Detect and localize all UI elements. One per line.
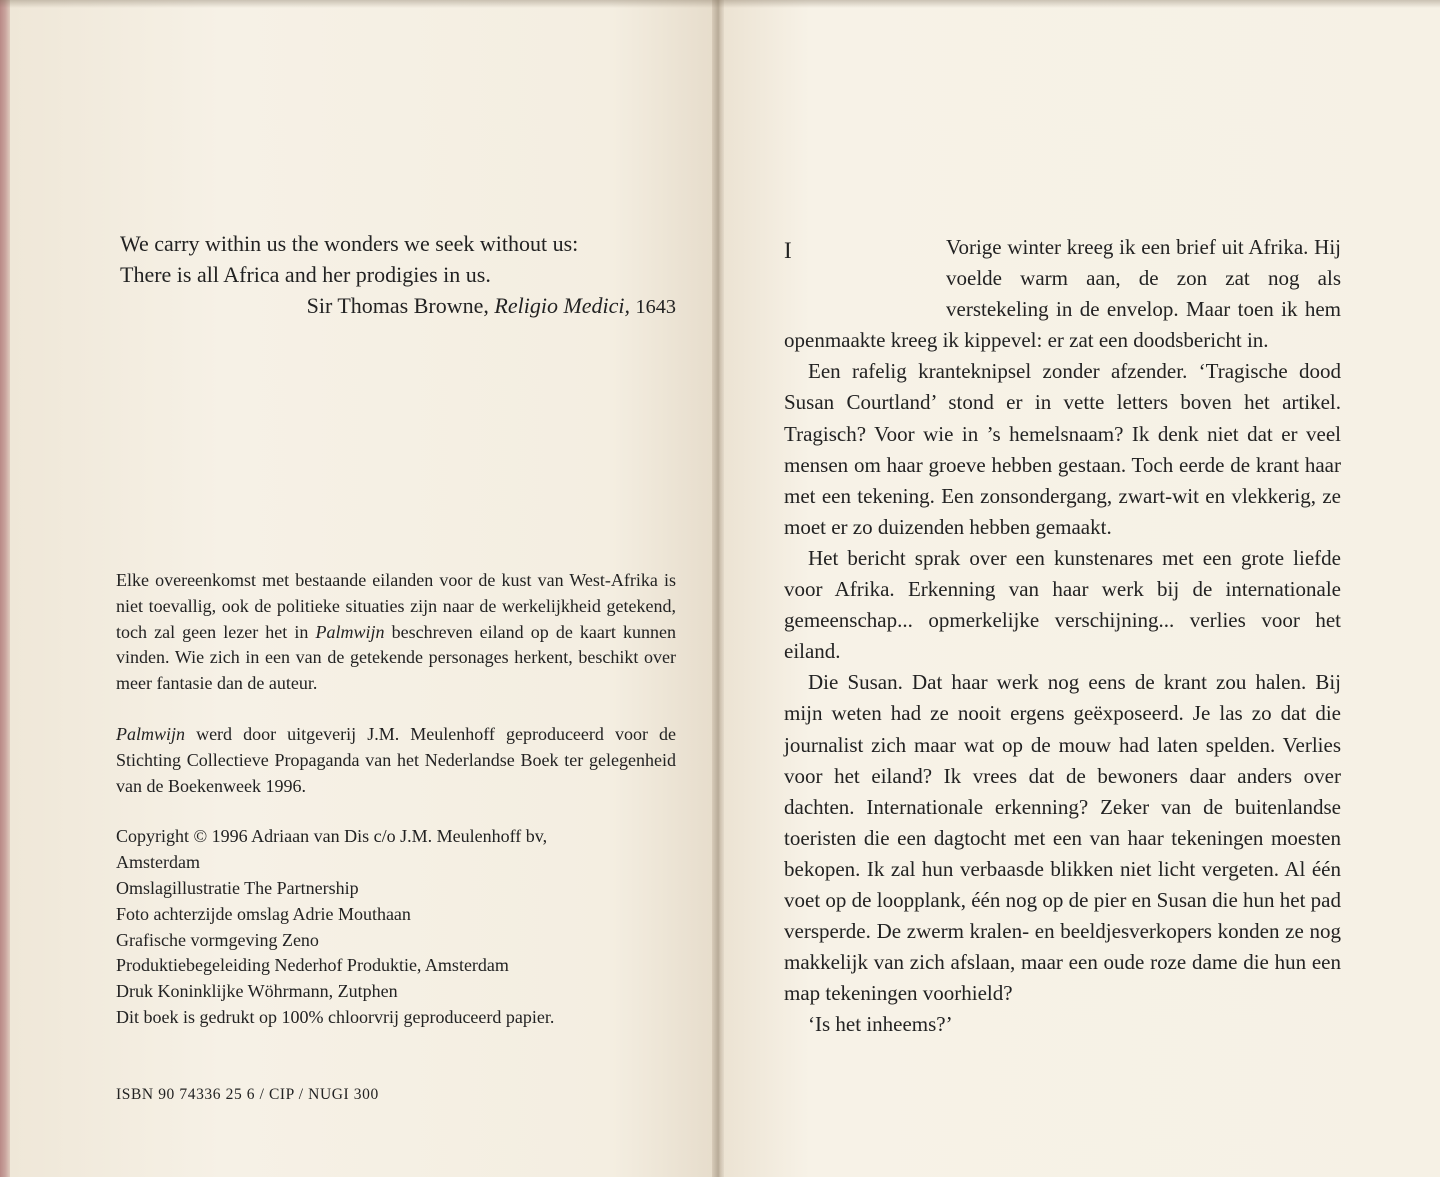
epigraph-line-1: We carry within us the wonders we seek without us: xyxy=(120,231,579,256)
credit-line: Grafische vormgeving Zeno xyxy=(116,929,319,950)
epigraph-work: Religio Medici, xyxy=(494,293,631,318)
credit-line: Amsterdam xyxy=(116,852,200,873)
isbn-line: ISBN 90 74336 25 6 / CIP / NUGI 300 xyxy=(116,1086,379,1103)
paragraph: Die Susan. Dat haar werk nog eens de krant zou halen. Bij mijn weten had ze nooit ergens geëxposeerd. Je las zo dat die journalist zich maar wat op de mouw had laten spelden. Verlies voor het eiland? Ik vrees dat de bewoners daar anders over dachten. Internationale erkenning? Zeker van de buitenlandse toeristen die een dagtocht met een van haar tekeningen moesten bekopen. Ik zal hun verbaasde blikken niet licht vergeten. Al één voet op de loopplank, één nog op de pier en Susan die hun het pad versperde. De zwerm kralen- en beeldjesverkopers konden ze nog makkelijk van zich afslaan, maar een oude roze dame die hun een map tekeningen voorhield? xyxy=(784,670,1341,1006)
disclaimer-text-2: beschreven eiland op de kaart kunnen vinden. Wie zich in een van de getekende personages herkent, beschikt over meer fantasie dan de auteur. xyxy=(116,621,676,694)
colophon xyxy=(116,568,676,1031)
credit-line: Dit boek is gedrukt op 100% chloorvrij geproduceerd papier. xyxy=(116,1006,555,1027)
paragraph: Vorige winter kreeg ik een brief uit Afrika. Hij voelde warm aan, de zon zat nog als verstekeling in de envelop. Maar toen ik hem openmaakte kreeg ik kippevel: er zat een doodsbericht in. xyxy=(784,235,1341,353)
chapter-number: I xyxy=(784,238,792,263)
credit-line: Produktiebegeleiding Nederhof Produktie, Amsterdam xyxy=(116,955,509,976)
epigraph-year: 1643 xyxy=(635,296,676,318)
disclaimer-paragraph xyxy=(116,568,676,697)
paragraph: ‘Is het inheems?’ xyxy=(808,1012,953,1037)
epigraph-author: Sir Thomas Browne, xyxy=(306,293,489,318)
disclaimer-text-1: Elke overeenkomst met bestaande eilanden voor de kust van West-Afrika is niet toevallig, ook de politieke situaties zijn naar de werkelijkheid getekend, toch zal geen lezer het in xyxy=(116,570,676,642)
chapter-body xyxy=(784,232,1341,1040)
credits-list xyxy=(116,824,676,1030)
paragraph: Een rafelig kranteknipsel zonder afzender. ‘Tragische dood Susan Courtland’ stond er in vette letters boven het artikel. Tragisch? Voor wie in ’s hemelsnaam? Ik denk niet dat er veel mensen om haar groeve hebben gestaan. Toch eerde de krant haar met een tekening. Een zonsondergang, zwart-wit en vlekkerig, ze moet er zo duizenden hebben gemaakt. xyxy=(784,359,1341,539)
production-text: werd door uitgeverij J.M. Meulenhoff geproduceerd voor de Stichting Collectieve Propaganda van het Nederlandse Boek ter gelegenheid van de Boekenweek 1996. xyxy=(116,723,676,796)
credit-line: Foto achterzijde omslag Adrie Mouthaan xyxy=(116,903,411,924)
production-paragraph xyxy=(116,722,676,799)
credit-line: Copyright © 1996 Adriaan van Dis c/o J.M. Meulenhoff bv, xyxy=(116,826,548,847)
epigraph-line-2: There is all Africa and her prodigies in us. xyxy=(120,262,491,287)
epigraph xyxy=(120,228,680,323)
paragraph: Het bericht sprak over een kunstenares met een grote liefde voor Afrika. Erkenning van haar werk bij de internationale gemeenschap... opmerkelijke verschijning... verlies voor het eiland. xyxy=(784,545,1341,664)
epigraph-attribution xyxy=(120,290,676,323)
credit-line: Omslagillustratie The Partnership xyxy=(116,877,359,898)
production-title: Palmwijn xyxy=(116,723,186,744)
disclaimer-title: Palmwijn xyxy=(315,621,385,642)
credit-line: Druk Koninklijke Wöhrmann, Zutphen xyxy=(116,981,398,1002)
top-shadow xyxy=(0,0,1440,8)
